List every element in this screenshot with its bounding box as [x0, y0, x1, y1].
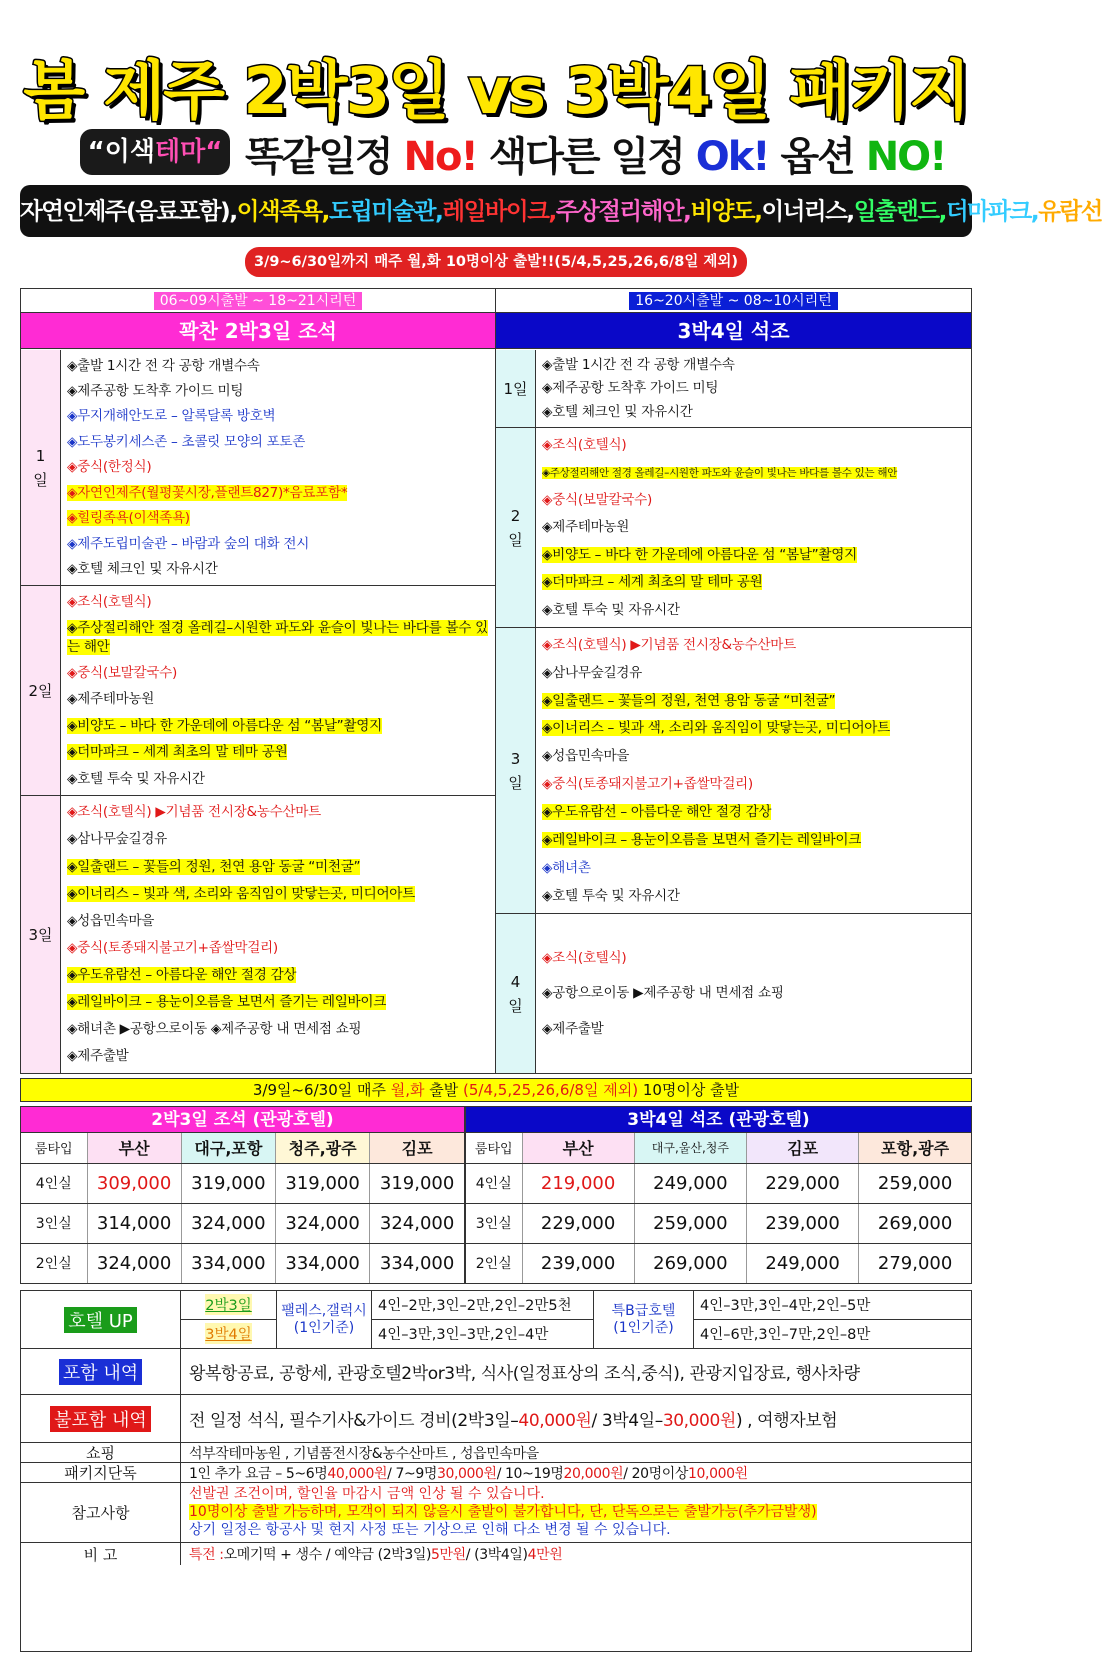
column-header: 부산: [522, 1133, 634, 1163]
row-value: 1인 추가 요금 – 5~6명 40,000원 / 7~9명 30,000원 / 10~19명 20,000원 / 20명이상 10,000원: [189, 1465, 748, 1482]
day-label: 3일: [21, 796, 61, 1073]
table-cell: 269,000: [634, 1243, 746, 1283]
day-items: [67, 796, 491, 1073]
inclusions-banner: 자연인제주(음료포함),이색족욕,도립미술관,레일바이크,주상절리해안,비양도,이너리스,일출랜드,더마파크,유람선: [20, 185, 972, 237]
package-title: 꽉찬 2박3일 조석: [21, 313, 495, 349]
list-item: ◈중식(보말칼국수): [542, 491, 652, 508]
day-label: 3 일: [496, 628, 536, 913]
day-label: 2일: [21, 586, 61, 795]
list-item: ◈이너리스 – 빛과 색, 소리와 움직임이 맞닿는곳, 미디어아트: [542, 720, 890, 737]
table-row: [21, 1203, 464, 1243]
table-cell: 324,000: [87, 1243, 181, 1283]
list-item: ◈조식(호텔식): [542, 436, 627, 453]
table-cell: 249,000: [747, 1243, 859, 1283]
price-line: 4인–6만,3인–7만,2인–8만: [700, 1327, 871, 1344]
itinerary-2n3d: [21, 289, 496, 1073]
table-cell: 3인실: [466, 1203, 522, 1243]
itinerary-3n4d: [496, 289, 971, 1073]
row-value: 왕복항공료, 공항세, 관광호텔2박or3박, 식사(일정표상의 조식,중식), 관광지입장료, 행사차량: [189, 1364, 860, 1384]
row-label: 참고사항: [21, 1483, 181, 1542]
list-item: ◈호텔 체크인 및 자유시간: [67, 561, 218, 578]
departure-banner: 3/9일~6/30일 매주 월,화 출발 (5/4,5,25,26,6/8일 제외) 10명이상 출발: [20, 1078, 972, 1102]
day-label: 4 일: [496, 914, 536, 1073]
column-header: 포항,광주: [859, 1133, 971, 1163]
table-header-row: [21, 1133, 464, 1163]
table-header-row: [466, 1133, 971, 1163]
day-row: [21, 586, 495, 796]
row-value: 전 일정 석식, 필수기사&가이드 경비(2박3일– 40,000원 / 3박4일– 30,000원 ) , 여행자보험: [189, 1411, 838, 1431]
price-grid: [21, 1133, 464, 1283]
price-line: 4인–2만,3인–2만,2인–2만5천: [372, 1291, 593, 1320]
excluded-row: [21, 1395, 971, 1443]
price-line: 4인–3만,3인–3만,2인–4만: [378, 1327, 549, 1344]
day-items: [542, 350, 967, 427]
list-item: ◈제주출발: [542, 1020, 604, 1037]
column-header: 김포: [747, 1133, 859, 1163]
package-title: 3박4일 석조: [496, 313, 971, 349]
list-item: ◈레일바이크 – 용눈이오름을 보면서 즐기는 레일바이크: [67, 994, 387, 1011]
list-item: ◈삼나무숲길경유: [67, 831, 167, 848]
table-cell: 334,000: [181, 1243, 275, 1283]
table-row: [466, 1243, 971, 1283]
list-item: ◈중식(한정식): [67, 459, 152, 476]
list-item: ◈제주테마농원: [67, 691, 155, 708]
list-item: ◈주상절리해안 절경 올레길–시원한 파도와 윤슬이 빛나는 바다를 볼수 있는 해안: [67, 620, 488, 655]
row-label: 포함 내역: [21, 1349, 181, 1394]
table-cell: 309,000: [87, 1163, 181, 1203]
table-cell: 334,000: [379, 1252, 455, 1274]
day-items: [67, 586, 491, 795]
day-row: [21, 796, 495, 1073]
list-item: ◈우도유람선 – 아름다운 해안 절경 감상: [542, 804, 772, 821]
row-value: 특전 : 오메기떡 + 생수 / 예약금 (2박3일) 5만원 / (3박4일) 4만원: [189, 1547, 563, 1563]
row-label: 쇼핑: [21, 1443, 181, 1462]
list-item: ◈중식(토종돼지불고기+좁쌀막걸리): [542, 776, 753, 793]
table-cell: 239,000: [747, 1203, 859, 1243]
column-header: 청주,광주: [276, 1133, 370, 1163]
row-label: 비 고: [21, 1543, 181, 1565]
table-cell: 2인실: [21, 1243, 87, 1283]
slogan-text: 똑같일정 No! 색다른 일정 Ok! 옵션 NO!: [245, 134, 946, 180]
list-item: ◈중식(보말칼국수): [67, 665, 177, 682]
day-items: [67, 350, 491, 585]
day-row: [21, 350, 495, 586]
list-item: ◈호텔 투숙 및 자유시간: [542, 601, 680, 618]
list-item: ◈조식(호텔식) ▶기념품 전시장&농수산마트: [542, 636, 796, 653]
table-cell: 269,000: [859, 1203, 971, 1243]
table-cell: 314,000: [87, 1203, 181, 1243]
price-table-title: 3박4일 석조 (관광호텔): [466, 1107, 971, 1133]
list-item: ◈힐링족욕(이색족욕): [67, 510, 190, 527]
slogan-row: [0, 125, 992, 181]
price-table-title: 2박3일 조석 (관광호텔): [21, 1107, 464, 1133]
table-cell: 4인실: [21, 1163, 87, 1203]
table-cell: 334,000: [276, 1243, 370, 1283]
table-cell: 2인실: [466, 1243, 522, 1283]
list-item: ◈조식(호텔식) ▶기념품 전시장&농수산마트: [67, 804, 321, 821]
day-row: [496, 428, 971, 628]
list-item: ◈이너리스 – 빛과 색, 소리와 움직임이 맞닿는곳, 미디어아트: [67, 885, 415, 902]
list-item: ◈제주출발: [67, 1048, 129, 1065]
list-item: ◈비양도 – 바다 한 가운데에 아름다운 섬 “봄날”촬영지: [542, 546, 857, 563]
list-item: ◈호텔 체크인 및 자유시간: [542, 403, 693, 420]
time-label: 16~20시출발 ~ 08~10시리턴: [496, 289, 971, 313]
price-table-3n4d: [465, 1106, 972, 1284]
list-item: ◈무지개해안도로 – 알록달록 방호벽: [67, 408, 276, 425]
list-item: ◈호텔 투숙 및 자유시간: [67, 770, 205, 787]
day-items: [542, 428, 967, 627]
table-cell: 219,000: [522, 1163, 634, 1203]
remarks-row: [21, 1543, 971, 1565]
list-item: ◈제주테마농원: [542, 519, 630, 536]
table-cell: 3인실: [21, 1203, 87, 1243]
theme-badge: “이색테마“: [80, 129, 230, 175]
table-cell: 249,000: [634, 1163, 746, 1203]
list-item: ◈공항으로이동 ▶제주공항 내 면세점 쇼핑: [542, 985, 784, 1002]
day-label: 2 일: [496, 428, 536, 627]
list-item: ◈성읍민속마을: [67, 912, 155, 929]
list-item: ◈해녀촌: [542, 859, 591, 876]
hotel-grade: 특B급호텔 (1인기준): [594, 1291, 694, 1348]
package-3n4d: 3박4일: [205, 1323, 251, 1344]
list-item: ◈조식(호텔식): [542, 949, 627, 966]
table-cell: 319,000: [181, 1163, 275, 1203]
table-row: [466, 1163, 971, 1203]
column-header: 룸타입: [466, 1133, 522, 1163]
itinerary-table: [20, 288, 972, 1074]
list-item: ◈호텔 투숙 및 자유시간: [542, 887, 680, 904]
list-item: ◈삼나무숲길경유: [542, 664, 642, 681]
period-banner: 3/9~6/30일까지 매주 월,화 10명이상 출발!!(5/4,5,25,26,6/8일 제외): [245, 247, 747, 277]
table-cell: 319,000: [370, 1163, 464, 1203]
hotel-up-prices: [372, 1291, 594, 1348]
time-label: 06~09시출발 ~ 18~21시리턴: [21, 289, 495, 313]
price-line: 4인–3만,3인–4만,2인–5만: [694, 1291, 971, 1320]
list-item: ◈일출랜드 – 꽃들의 정원, 천연 용암 동굴 “미천굴”: [542, 692, 836, 709]
price-table-2n3d: [20, 1106, 465, 1284]
table-row: [21, 1243, 464, 1283]
list-item: ◈출발 1시간 전 각 공항 개별수속: [67, 357, 260, 374]
group-row: [21, 1463, 971, 1483]
table-row: [21, 1163, 464, 1203]
shopping-row: [21, 1443, 971, 1463]
table-cell: 4인실: [466, 1163, 522, 1203]
row-label: 호텔 UP: [21, 1291, 181, 1348]
list-item: ◈비양도 – 바다 한 가운데에 아름다운 섬 “봄날”촬영지: [67, 717, 382, 734]
table-cell: 229,000: [747, 1163, 859, 1203]
day-row: [496, 914, 971, 1073]
table-cell: 259,000: [859, 1163, 971, 1203]
notes-text: 선발권 조건이며, 할인율 마감시 금액 인상 될 수 있습니다. 10명이상 출발 가능하며, 모객이 되지 않을시 출발이 불가합니다, 단, 단독으로는 출발가능(추가금발생) 상기 일정은 항공사 및 현지 사정 또는 기상으로 인해 다소 변경 될 수 있습니다.: [189, 1486, 817, 1538]
list-item: ◈조식(호텔식): [67, 594, 152, 611]
list-item: ◈우도유람선 – 아름다운 해안 절경 감상: [67, 966, 297, 983]
day-label: 1일: [496, 350, 536, 427]
column-header: 부산: [87, 1133, 181, 1163]
column-header: 대구,울산,청주: [634, 1133, 746, 1163]
table-cell: 259,000: [634, 1203, 746, 1243]
column-header: 대구,포항: [181, 1133, 275, 1163]
table-row: [466, 1203, 971, 1243]
table-cell: 239,000: [522, 1243, 634, 1283]
page-title: 봄 제주 2박3일 vs 3박4일 패키지: [23, 55, 969, 129]
table-cell: 324,000: [276, 1203, 370, 1243]
info-table: [20, 1290, 972, 1652]
day-label: 1 일: [21, 350, 61, 585]
list-item: ◈주상절리해안 절경 올레길–시원한 파도와 윤슬이 빛나는 바다를 볼수 있는 해안: [542, 467, 898, 480]
package-split: [181, 1291, 277, 1348]
notes-row: [21, 1483, 971, 1543]
table-cell: 279,000: [877, 1252, 953, 1274]
hotel-grade: 팰레스,갤럭시 (1인기준): [277, 1291, 372, 1348]
row-label: 패키지단독: [21, 1463, 181, 1482]
list-item: ◈출발 1시간 전 각 공항 개별수속: [542, 356, 735, 373]
list-item: ◈자연인제주(월평꽃시장,플랜트827)*음료포함*: [67, 484, 348, 501]
column-header: 룸타입: [21, 1133, 87, 1163]
list-item: ◈중식(토종돼지불고기+좁쌀막걸리): [67, 939, 278, 956]
list-item: ◈제주공항 도착후 가이드 미팅: [542, 380, 719, 397]
list-item: ◈일출랜드 – 꽃들의 정원, 천연 용암 동굴 “미천굴”: [67, 858, 361, 875]
list-item: ◈성읍민속마을: [542, 748, 630, 765]
package-2n3d: 2박3일: [205, 1294, 251, 1315]
row-value: 석부작테마농원 , 기념품전시장&농수산마트 , 성읍민속마을: [189, 1445, 539, 1462]
table-cell: 324,000: [181, 1203, 275, 1243]
list-item: ◈제주도립미술관 – 바람과 숲의 대화 전시: [67, 535, 310, 552]
price-grid: [466, 1133, 971, 1283]
table-cell: 324,000: [370, 1203, 464, 1243]
list-item: ◈더마파크 – 세계 최초의 말 테마 공원: [67, 744, 288, 761]
list-item: ◈도두봉키세스존 – 초콜릿 모양의 포토존: [67, 433, 306, 450]
table-cell: 229,000: [522, 1203, 634, 1243]
table-cell: 319,000: [276, 1163, 370, 1203]
hotel-up-prices: [694, 1291, 971, 1348]
column-header: 김포: [370, 1133, 464, 1163]
day-row: [496, 628, 971, 914]
day-items: [542, 628, 967, 913]
list-item: ◈해녀촌 ▶공항으로이동 ◈제주공항 내 면세점 쇼핑: [67, 1021, 362, 1038]
list-item: ◈레일바이크 – 용눈이오름을 보면서 즐기는 레일바이크: [542, 832, 862, 848]
list-item: ◈제주공항 도착후 가이드 미팅: [67, 382, 244, 399]
included-row: [21, 1349, 971, 1395]
hotel-up-row: [21, 1291, 971, 1349]
day-row: [496, 350, 971, 428]
row-label: 불포함 내역: [21, 1395, 181, 1442]
day-items: [542, 914, 967, 1073]
list-item: ◈더마파크 – 세계 최초의 말 테마 공원: [542, 574, 763, 591]
